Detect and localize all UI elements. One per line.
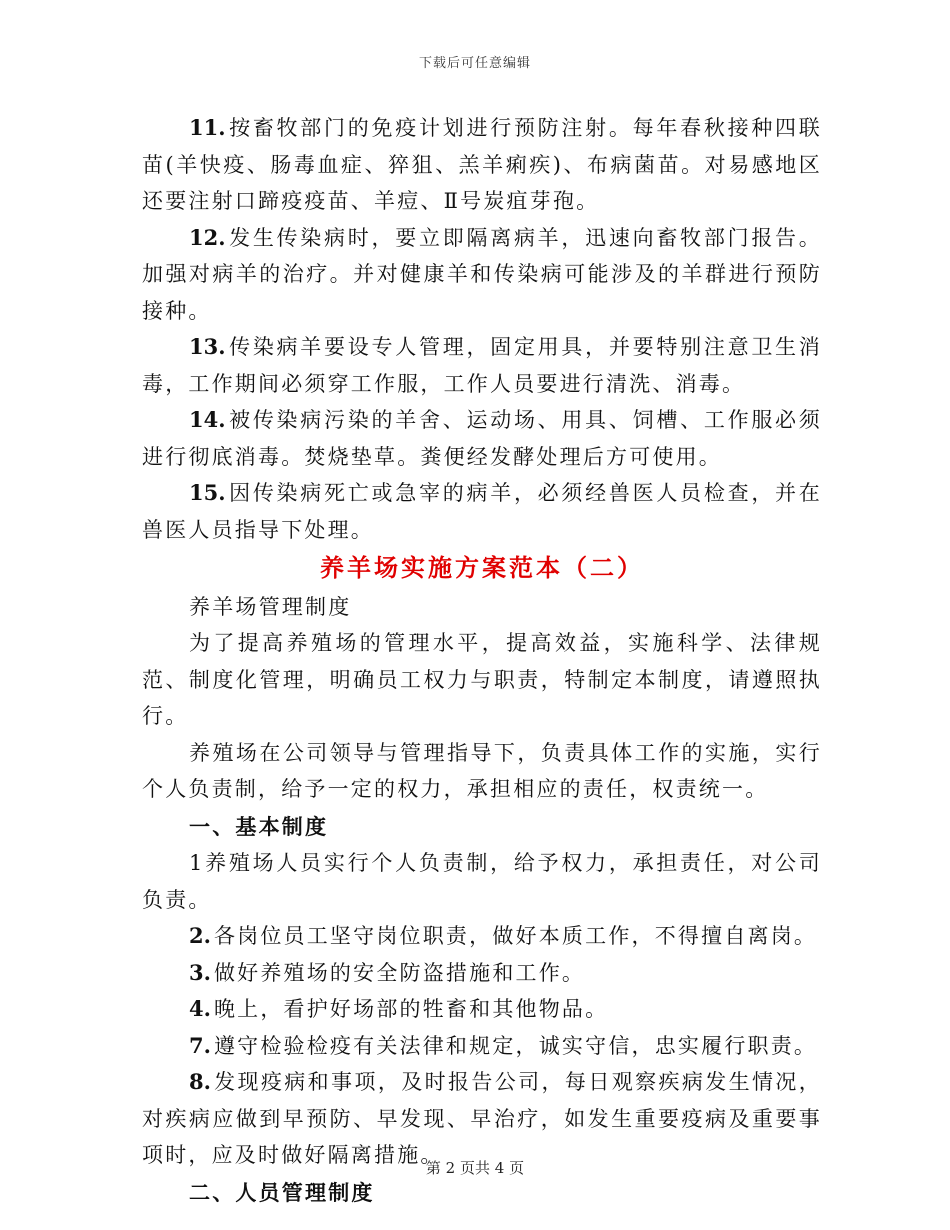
rule-item xyxy=(142,955,822,992)
page-footer: 第 2 页共 4 页 xyxy=(425,1159,525,1177)
item-number: 14. xyxy=(189,407,226,432)
rule-text: 各岗位员工坚守岗位职责，做好本质工作，不得擅自离岗。 xyxy=(213,924,818,948)
rule-item xyxy=(142,991,822,1028)
rule-text: 晚上，看护好场部的牲畜和其他物品。 xyxy=(213,997,609,1021)
page-header: 下载后可任意编辑 xyxy=(418,56,531,71)
section-heading: 一、基本制度 xyxy=(189,813,329,839)
rule-number: 7. xyxy=(189,1032,211,1058)
item-text: 传染病羊要设专人管理，固定用具，并要特别注意卫生消毒，工作期间必须穿工作服，工作人员要进行清洗、消毒。 xyxy=(142,335,822,396)
document-body xyxy=(142,110,822,1211)
rule-text: 养殖场人员实行个人负责制，给予权力，承担责任，对公司负责。 xyxy=(142,851,822,912)
rule-item xyxy=(142,918,822,955)
paragraph: 为了提高养殖场的管理水平，提高效益，实施科学、法律规范、制度化管理，明确员工权力与职责，特制定本制度，请遵照执行。 xyxy=(142,631,822,728)
list-item xyxy=(142,329,822,402)
rule-text: 发现疫病和事项，及时报告公司，每日观察疾病发生情况，对疾病应做到早预防、早发现、早治疗，如发生重要疫病及重要事项时，应及时做好隔离措施。 xyxy=(142,1070,822,1167)
item-number: 12. xyxy=(189,224,226,250)
item-text: 发生传染病时，要立即隔离病羊，迅速向畜牧部门报告。加强对病羊的治疗。并对健康羊和传染病可能涉及的羊群进行预防接种。 xyxy=(142,225,822,323)
list-item xyxy=(142,475,822,548)
section-heading: 二、人员管理制度 xyxy=(189,1179,375,1205)
rule-number: 2. xyxy=(189,923,211,948)
subtitle: 养羊场管理制度 xyxy=(189,594,352,619)
rule-number: 4. xyxy=(189,996,211,1021)
rule-number: 1 xyxy=(189,851,205,875)
rule-item xyxy=(142,1028,822,1065)
rule-text: 做好养殖场的安全防盗措施和工作。 xyxy=(213,960,586,985)
section-title: 养羊场实施方案范本（二） xyxy=(320,553,644,582)
rule-number: 8. xyxy=(189,1069,211,1094)
list-item xyxy=(142,402,822,475)
item-number: 13. xyxy=(189,334,226,359)
paragraph: 养殖场在公司领导与管理指导下，负责具体工作的实施，实行个人负责制，给予一定的权力，承担相应的责任，权责统一。 xyxy=(142,740,822,801)
rule-number: 3. xyxy=(189,959,211,985)
item-text: 因传染病死亡或急宰的病羊，必须经兽医人员检查，并在兽医人员指导下处理。 xyxy=(142,481,822,542)
list-item xyxy=(142,220,822,330)
list-item xyxy=(142,110,822,220)
rule-item xyxy=(142,845,822,918)
item-number: 15. xyxy=(189,480,226,505)
item-number: 11. xyxy=(189,115,226,140)
rule-text: 遵守检验检疫有关法律和规定，诚实守信，忠实履行职责。 xyxy=(213,1033,818,1058)
item-text: 被传染病污染的羊舍、运动场、用具、饲槽、工作服必须进行彻底消毒。焚烧垫草。粪便经发酵处理后方可使用。 xyxy=(142,408,822,469)
item-text: 按畜牧部门的免疫计划进行预防注射。每年春秋接种四联苗(羊快疫、肠毒血症、猝狙、羔羊痢疾)、布病菌苗。对易感地区还要注射口蹄疫疫苗、羊痘、Ⅱ号炭疽芽孢。 xyxy=(142,116,822,213)
